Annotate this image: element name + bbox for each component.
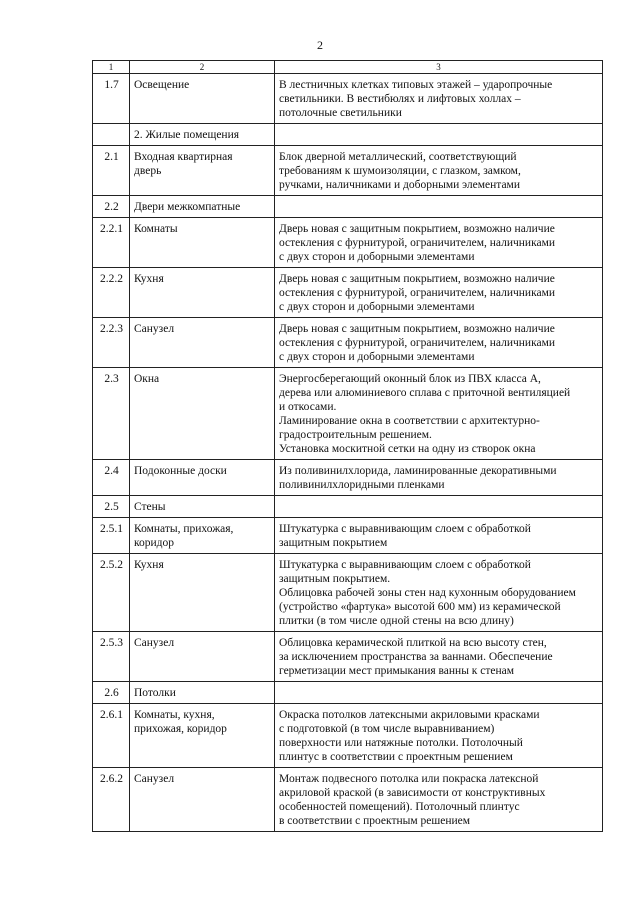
row-number: 2.2.3: [93, 318, 130, 368]
row-description-line: требованиям к шумоизоляции, с глазком, замком,: [279, 165, 521, 177]
row-name: [130, 268, 275, 318]
row-name-line: Санузел: [134, 323, 175, 335]
row-name-line: 2. Жилые помещения: [134, 129, 240, 141]
row-name: [130, 460, 275, 496]
row-description-line: (устройство «фартука» высотой 600 мм) из керамической: [279, 601, 561, 613]
row-description: [275, 496, 603, 518]
row-description-line: защитным покрытием: [279, 537, 388, 549]
row-number: 2.2.1: [93, 218, 130, 268]
row-description-line: поливинилхлоридными пленками: [279, 479, 445, 491]
table-row: [93, 460, 603, 496]
row-name: [130, 518, 275, 554]
row-description-line: дерева или алюминиевого сплава с приточной вентиляцией: [279, 387, 571, 399]
table-row: [93, 318, 603, 368]
row-description-line: Монтаж подвесного потолка или покраска латексной: [279, 773, 539, 785]
row-number: 2.2.2: [93, 268, 130, 318]
row-description-line: градостроительным решением.: [279, 429, 432, 441]
row-description-line: Облицовка керамической плиткой на всю высоту стен,: [279, 637, 547, 649]
row-description-line: поверхности или натяжные потолки. Потолочный: [279, 737, 523, 749]
row-description: [275, 218, 603, 268]
row-name-line: Входная квартирная: [134, 151, 233, 163]
row-name: [130, 218, 275, 268]
row-description-line: плитки (в том числе одной стены на всю длину): [279, 615, 514, 627]
row-description-line: остекления с фурнитурой, ограничителем, наличниками: [279, 237, 556, 249]
row-description: [275, 460, 603, 496]
row-description: [275, 268, 603, 318]
row-description-line: Облицовка рабочей зоны стен над кухонным оборудованием: [279, 587, 576, 599]
row-description-line: В лестничных клетках типовых этажей – ударопрочные: [279, 79, 553, 91]
row-description-line: Из поливинилхлорида, ламинированные декоративными: [279, 465, 557, 477]
row-number: 2.5: [93, 496, 130, 518]
table-row: [93, 74, 603, 124]
table-row: [93, 368, 603, 460]
row-number: [93, 124, 130, 146]
row-name-line: Подоконные доски: [134, 465, 227, 477]
row-number: 2.5.2: [93, 554, 130, 632]
table-row: [93, 768, 603, 832]
row-description-line: Дверь новая с защитным покрытием, возможно наличие: [279, 323, 555, 335]
row-description-line: Энергосберегающий оконный блок из ПВХ класса А,: [279, 373, 541, 385]
row-name-line: прихожая, коридор: [134, 723, 227, 735]
row-name: [130, 554, 275, 632]
row-description-line: потолочные светильники: [279, 107, 402, 119]
row-description: [275, 632, 603, 682]
row-name-line: Кухня: [134, 273, 164, 285]
row-description: [275, 704, 603, 768]
table-row: [93, 196, 603, 218]
row-description-line: с двух сторон и доборными элементами: [279, 351, 475, 363]
header-col-2: 2: [130, 61, 275, 74]
row-description-line: Блок дверной металлический, соответствующий: [279, 151, 517, 163]
header-col-1: 1: [93, 61, 130, 74]
row-description-line: светильники. В вестибюлях и лифтовых холлах –: [279, 93, 521, 105]
row-description-line: особенностей помещений). Потолочный плинтус: [279, 801, 520, 813]
table-row: [93, 682, 603, 704]
row-description-line: Дверь новая с защитным покрытием, возможно наличие: [279, 273, 555, 285]
row-description-line: остекления с фурнитурой, ограничителем, наличниками: [279, 287, 556, 299]
table-row: [93, 632, 603, 682]
row-name-line: Потолки: [134, 687, 176, 699]
table-row: [93, 268, 603, 318]
row-description: [275, 368, 603, 460]
row-name: [130, 632, 275, 682]
table-header-row: [93, 61, 603, 74]
row-name-line: дверь: [134, 165, 162, 177]
table-row: [93, 124, 603, 146]
table-row: [93, 704, 603, 768]
row-name-line: Комнаты: [134, 223, 178, 235]
specification-table: [92, 60, 603, 832]
row-description: [275, 196, 603, 218]
row-description-line: герметизации мест примыкания ванны к стенам: [279, 665, 515, 677]
row-number: 2.2: [93, 196, 130, 218]
row-description: [275, 318, 603, 368]
row-number: 2.4: [93, 460, 130, 496]
page-number: 2: [317, 38, 323, 52]
row-name-line: Освещение: [134, 79, 190, 91]
row-name: [130, 196, 275, 218]
row-name-line: Санузел: [134, 773, 175, 785]
row-description-line: остекления с фурнитурой, ограничителем, наличниками: [279, 337, 556, 349]
row-name-line: Комнаты, кухня,: [134, 709, 215, 721]
row-name-line: коридор: [134, 537, 175, 549]
row-description-line: с подготовкой (в том числе выравниванием): [279, 723, 495, 735]
row-description: [275, 768, 603, 832]
row-description-line: защитным покрытием.: [279, 573, 391, 585]
row-name-line: Комнаты, прихожая,: [134, 523, 234, 535]
row-description: [275, 74, 603, 124]
row-description-line: ручками, наличниками и доборными элементами: [279, 179, 520, 191]
row-description-line: с двух сторон и доборными элементами: [279, 301, 475, 313]
row-name-line: Двери межкомпатные: [134, 201, 241, 213]
row-name-line: Кухня: [134, 559, 164, 571]
row-description: [275, 124, 603, 146]
row-name: [130, 768, 275, 832]
row-description-line: в соответствии с проектным решением: [279, 815, 471, 827]
row-description-line: Штукатурка с выравнивающим слоем с обработкой: [279, 559, 531, 571]
table-row: [93, 496, 603, 518]
row-name: [130, 124, 275, 146]
row-number: 2.6: [93, 682, 130, 704]
row-description: [275, 146, 603, 196]
row-name: [130, 146, 275, 196]
table-row: [93, 146, 603, 196]
row-description: [275, 682, 603, 704]
row-description-line: плинтус в соответствии с проектным решением: [279, 751, 513, 763]
row-description-line: с двух сторон и доборными элементами: [279, 251, 475, 263]
row-number: 2.5.1: [93, 518, 130, 554]
row-description-line: Ламинирование окна в соответствии с архитектурно-: [279, 415, 540, 427]
row-description-line: Окраска потолков латексными акриловыми красками: [279, 709, 540, 721]
row-description: [275, 554, 603, 632]
row-number: 2.3: [93, 368, 130, 460]
row-name: [130, 318, 275, 368]
row-description-line: Штукатурка с выравнивающим слоем с обработкой: [279, 523, 531, 535]
row-name-line: Стены: [134, 501, 166, 513]
row-name: [130, 368, 275, 460]
row-description-line: и откосами.: [279, 401, 337, 413]
row-description-line: Установка москитной сетки на одну из створок окна: [279, 443, 536, 455]
row-name: [130, 74, 275, 124]
row-name: [130, 704, 275, 768]
header-col-3: 3: [275, 61, 603, 74]
table-body: [93, 61, 603, 832]
table-row: [93, 554, 603, 632]
table-row: [93, 218, 603, 268]
row-description-line: за исключением пространства за ваннами. Обеспечение: [279, 651, 553, 663]
row-description: [275, 518, 603, 554]
row-number: 2.6.2: [93, 768, 130, 832]
row-number: 2.6.1: [93, 704, 130, 768]
row-name: [130, 496, 275, 518]
row-number: 2.1: [93, 146, 130, 196]
row-name: [130, 682, 275, 704]
row-name-line: Санузел: [134, 637, 175, 649]
table-row: [93, 518, 603, 554]
row-description-line: акриловой краской (в зависимости от конструктивных: [279, 787, 546, 799]
row-description-line: Дверь новая с защитным покрытием, возможно наличие: [279, 223, 555, 235]
row-number: 1.7: [93, 74, 130, 124]
row-number: 2.5.3: [93, 632, 130, 682]
row-name-line: Окна: [134, 373, 160, 385]
